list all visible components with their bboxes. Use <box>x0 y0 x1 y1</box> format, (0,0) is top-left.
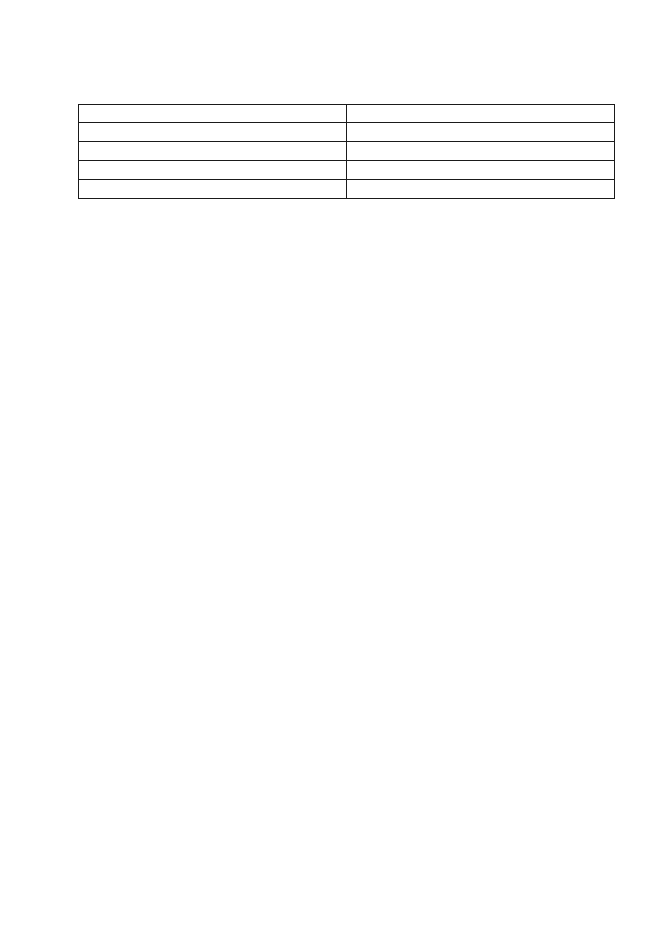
table-row <box>79 180 615 199</box>
table-row <box>79 161 615 180</box>
table-header-cell <box>347 105 615 123</box>
table-cell <box>79 161 347 180</box>
table-cell <box>79 180 347 199</box>
table-header-cell <box>79 105 347 123</box>
table-header-row <box>79 105 615 123</box>
table-row <box>79 142 615 161</box>
table-cell <box>347 123 615 142</box>
table-cell <box>347 142 615 161</box>
table-3 <box>78 104 615 199</box>
table-cell <box>79 142 347 161</box>
table-cell <box>347 180 615 199</box>
table-cell <box>347 161 615 180</box>
table-row <box>79 123 615 142</box>
page-content <box>78 90 615 213</box>
table-cell <box>79 123 347 142</box>
